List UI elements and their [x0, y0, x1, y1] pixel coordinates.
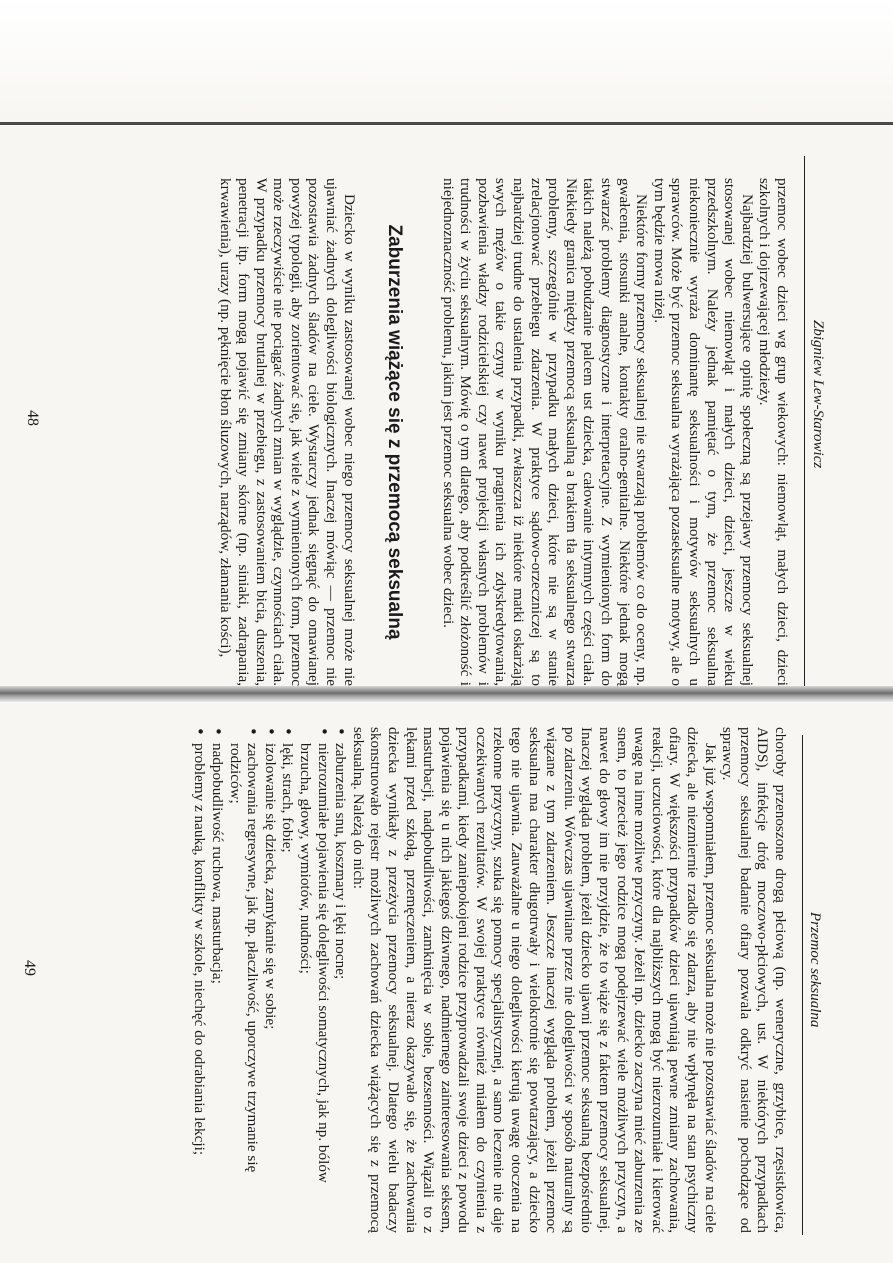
running-header: Przemoc seksualna — [807, 912, 823, 1028]
list-item: • lęki, strach, fobie; — [279, 727, 297, 1233]
symptom-list — [191, 727, 349, 1233]
section-heading: Zaburzenia wiążące się z przemocą seksualną — [384, 224, 406, 640]
paragraph: Niektóre formy przemocy seksualnej nie stwarzają problemów co do oceny, np. gwałcenia, stosunki analne, kontakty oralno-genitalne. Niektóre jednak mogą stwarzać problemy diagnostyczne i interpretacyjne. Z wymienionych form do takich należą pobudzanie palcem ust dziecka, całowanie intymnych części ciała. Niekiedy granica między przemocą seksualną a brakiem tła seksualnego stwarza problemy, szczególnie w przypadku małych dzieci, które nie są w stanie zrelacjonować przebiegu zdarzenia. W praktyce sądowo-orzeczniczej są to najbardziej trudne do ustalenia przypadki, zwłaszcza iż niektóre matki oskarżają swych mężów o takie czyny w wyniku pragnienia ich zdyskredytowania, pozbawienia władzy rodzicielskiej czy nawet projekcji własnych problemów i trudności w życiu seksualnym. Mówię o tym dlatego, aby podkreślić złożoność i niejednoznaczność problemu, jakim jest przemoc seksualna wobec dzieci. — [439, 178, 651, 686]
list-item: • niezrozumiałe pojawienia się dolegliwości somatycznych, jak np. bólów brzucha, głowy, wymiotów, nudności; — [296, 727, 331, 1233]
list-item: • problemy z nauką, konflikty w szkole, niechęć do odrabiania lekcji; — [191, 727, 209, 1233]
list-item: • zaburzenia snu, koszmary i lęki nocne; — [332, 727, 350, 1233]
paragraph: choroby przenoszone drogą płciową (np. weneryczne, grzybice, rzęsistkowica, AIDS), infekcje dróg moczowo-płciowych, ust. W niektórych przypadkach przemocy seksualnej badanie ofiary pozwala odkryć nasienie pochodzące od sprawcy. — [719, 727, 789, 1233]
list-item: • izolowanie się dziecka, zamykanie się w sobie; — [261, 727, 279, 1233]
page-number: 48 — [24, 410, 41, 426]
paragraph: przemoc wobec dzieci wg grup wiekowych: niemowląt, małych dzieci, dzieci szkolnych i dojrzewającej młodzieży. — [756, 178, 791, 686]
running-header: Zbigniew Lew-Starowicz — [810, 320, 826, 469]
paragraph: Dziecko w wyniku zastosowanej wobec niego przemocy seksualnej może nie ujawniać żadnych dolegliwości biologicznych. Inaczej mówiąc — przemoc nie pozostawia żadnych śladów na ciele. Wystarczy jednak sięgnąć do omawianej powyżej typologii, aby zorientować się, jak wiele z wymienionych form, przemoc może rzeczywiście nie pociągać żadnych zmian w wyglądzie, czynnościach ciała. W przypadku przemocy brutalnej w przebiegu, z zastosowaniem bicia, duszenia, penetracji itp. form mogą pojawić się zmiany skórne (np. siniaki, zadrapania, krwawienia), urazy (np. pęknięcie błon śluzowych, narządów, złamania kości), — [217, 178, 358, 686]
paragraph: Najbardziej bulwersujące opinię społeczną są przejawy przemocy seksualnej stosowanej wobec niemowląt i małych dzieci, dzieci, jeszcze w wieku przedszkolnym. Należy jednak pamiętać o tym, że przemoc seksualna niekoniecznie wyraża dominantę seksualności i motywów seksualnych u sprawców. Może być przemoc seksualna wyrażająca pozaseksualne motywy, ale o tym będzie mowa niżej. — [650, 178, 756, 686]
page-49-body — [191, 727, 789, 1233]
list-item: • nadpobudliwość ruchowa, masturbacja; — [208, 727, 226, 1233]
list-item: • zachowania regresywne, jak np. płaczliwość, uporczywe trzymanie się rodziców; — [226, 727, 261, 1233]
page-number: 49 — [21, 960, 38, 976]
paragraph: Jak już wspomniałem, przemoc seksualna może nie pozostawiać śladów na ciele dziecka, ale niezmiernie rzadko się zdarza, aby nie wpłynęła na stan psychiczny ofiary. W większości przypadków dzieci ujawniają pewne zmiany zachowania, reakcji, uczuciowości, które dla najbliższych mogą być niezrozumiałe i kierować uwagę na inne możliwe przyczyny. Jeżeli np. dziecko zaczyna mieć zaburzenia ze snem, to przecież jego rodzice mogą podejrzewać wiele możliwych przyczyn, a nawet do głowy im nie przyjdzie, że to wiąże się z faktem przemocy seksualnej. Inaczej wygląda problem, jeżeli dziecko ujawni przemoc seksualną bezpośrednio po zdarzeniu. Wówczas ujawniane przez nie dolegliwości w sposób naturalny są wiązane z tym zdarzeniem. Jeszcze inaczej wygląda problem, jeżeli przemoc seksualna ma charakter długotrwały i wielokrotnie się powtarzający, a dziecko tego nie ujawnia. Zauważalne u niego dolegliwości kierują uwagę otoczenia na rzekome przyczyny, szuka się pomocy specjalistycznej, a samo leczenie nie daje oczekiwanych rezultatów. W swojej praktyce również miałem do czynienia z przypadkami, kiedy zaniepokojeni rodzice przyprowadzali swoje dzieci z powodu pojawienia się u nich jakiegoś dziwnego, nadmiernego zainteresowania seksem, masturbacji, nadpobudliwości, zamknięcia w sobie, bezsenności. Wiązali to z lękami przed szkołą, przemęczeniem, a nieraz okazywało się, że zachowania dziecka wynikały z przeżycia przemocy seksualnej. Dlatego wielu badaczy skonstruowało rejestr możliwych zachowań dziecka wiążących się z przemocą seksualną. Należą do nich: — [349, 727, 719, 1233]
header-rule — [802, 735, 803, 1235]
